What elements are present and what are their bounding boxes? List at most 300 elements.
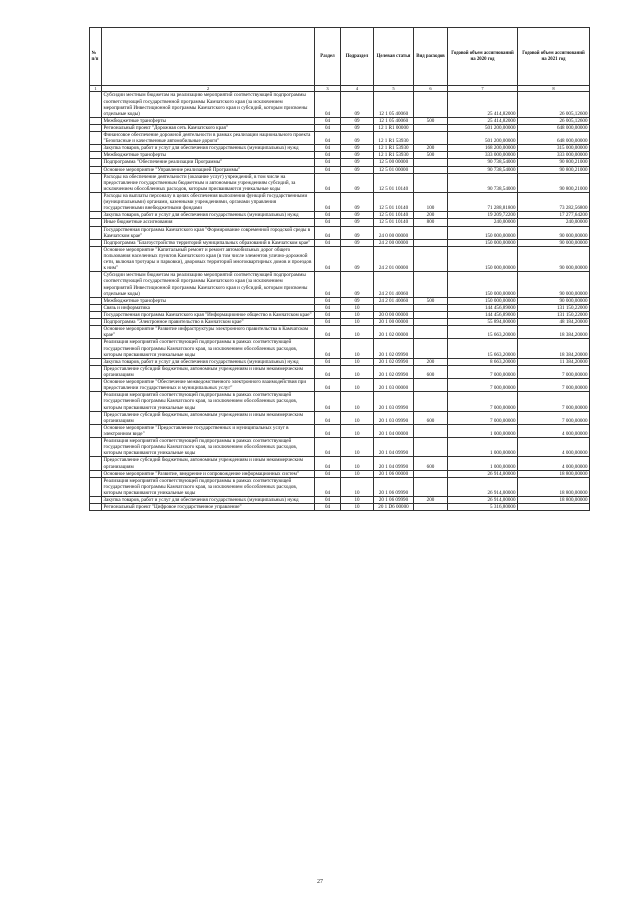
row-expense-type [414, 438, 448, 457]
header-name [102, 28, 315, 86]
row-target-article: 12 1 05 40060 [374, 92, 414, 117]
row-number [90, 470, 102, 477]
row-expense-type [414, 173, 448, 192]
row-amount-2021: 90 800,21000 [518, 173, 590, 192]
row-number [90, 219, 102, 226]
row-subsection: 09 [341, 173, 374, 192]
row-name: Подпрограмма "Обеспечение реализации Программы" [102, 159, 315, 166]
row-amount-2020: 7 000,00000 [448, 365, 518, 378]
row-section: 04 [315, 166, 341, 173]
row-name: Субсидии местным бюджетам на реализацию мероприятий соответствующей подпрограммы соответствующей государственной программы Камчатского края (за исключением мероприятий Инвестиционной программы Камчатского края и субсидий, которым присвоены отдельные коды) [102, 272, 315, 297]
row-amount-2021 [518, 504, 590, 511]
row-expense-type: 600 [414, 457, 448, 470]
row-subsection: 09 [341, 272, 374, 297]
row-amount-2020: 333 000,00000 [448, 152, 518, 159]
row-subsection: 10 [341, 358, 374, 365]
row-section: 04 [315, 379, 341, 392]
row-expense-type [414, 92, 448, 117]
column-number: 6 [414, 86, 448, 92]
page-number: 27 [317, 879, 323, 885]
row-expense-type: 200 [414, 145, 448, 152]
table-row [90, 477, 590, 496]
row-name: Подпрограмма "Электронное правительство в Камчатском крае" [102, 319, 315, 326]
table-row [90, 358, 590, 365]
row-amount-2021: 315 000,00000 [518, 145, 590, 152]
row-amount-2020: 150 000,00000 [448, 239, 518, 246]
table-row [90, 92, 590, 117]
row-number [90, 319, 102, 326]
row-subsection: 09 [341, 145, 374, 152]
row-number [90, 326, 102, 339]
row-amount-2020: 26 914,00000 [448, 497, 518, 504]
table-body [90, 92, 590, 511]
row-section: 04 [315, 438, 341, 457]
row-amount-2020: 71 288,81800 [448, 193, 518, 212]
row-number [90, 504, 102, 511]
row-amount-2021: 7 000,00000 [518, 392, 590, 411]
row-section: 04 [315, 239, 341, 246]
row-amount-2020: 25 414,82000 [448, 92, 518, 117]
row-amount-2021: 90 000,00000 [518, 297, 590, 304]
row-number [90, 212, 102, 219]
row-name: Подпрограмма "Благоустройство территорий муниципальных образований в Камчатском крае" [102, 239, 315, 246]
table-row [90, 124, 590, 131]
column-number: 2 [102, 86, 315, 92]
row-name: Иные бюджетные ассигнования [102, 219, 315, 226]
table-row [90, 339, 590, 358]
row-expense-type [414, 272, 448, 297]
row-amount-2021: 18 800,00000 [518, 497, 590, 504]
row-expense-type [414, 312, 448, 319]
row-name: Региональный проект "Дорожная сеть Камчатского края" [102, 124, 315, 131]
row-name: Расходы на выплаты персоналу в целях обеспечения выполнения функций государственными (муниципальными) органами, казенными учреждениями, органами управления государственными внебюджетными фондами [102, 193, 315, 212]
row-amount-2020: 15 663,20000 [448, 339, 518, 358]
row-section: 04 [315, 132, 341, 145]
row-amount-2021: 48 184,20000 [518, 319, 590, 326]
row-amount-2020: 26 914,00000 [448, 470, 518, 477]
table-row [90, 365, 590, 378]
table-row [90, 166, 590, 173]
row-expense-type: 200 [414, 212, 448, 219]
row-amount-2020: 501 200,00000 [448, 132, 518, 145]
row-expense-type [414, 246, 448, 271]
row-name: Закупка товаров, работ и услуг для обеспечения государственных (муниципальных) нужд [102, 497, 315, 504]
row-target-article: 20 1 04 09990 [374, 438, 414, 457]
row-target-article: 24 2 01 00000 [374, 246, 414, 271]
row-number [90, 438, 102, 457]
row-expense-type [414, 339, 448, 358]
table-row [90, 145, 590, 152]
row-section: 04 [315, 392, 341, 411]
row-name: Межбюджетные трансферты [102, 152, 315, 159]
row-amount-2020: 25 414,82000 [448, 117, 518, 124]
row-amount-2020: 26 914,00000 [448, 477, 518, 496]
header-expense-type: Вид расходов [414, 28, 448, 86]
row-expense-type: 100 [414, 193, 448, 212]
row-number [90, 159, 102, 166]
row-number [90, 239, 102, 246]
row-section: 04 [315, 226, 341, 239]
row-name: Финансовое обеспечение дорожной деятельности в рамках реализации национального проекта "Безопасные и качественные автомобильные дороги" [102, 132, 315, 145]
row-expense-type [414, 504, 448, 511]
row-expense-type [414, 226, 448, 239]
row-target-article: 24 0 00 00000 [374, 226, 414, 239]
row-name: Основное мероприятие "Развитие инфраструктуры электронного правительства в Камчатском крае" [102, 326, 315, 339]
column-number: 1 [90, 86, 102, 92]
row-subsection: 10 [341, 411, 374, 424]
row-expense-type [414, 239, 448, 246]
row-subsection: 10 [341, 457, 374, 470]
row-amount-2021: 333 000,00000 [518, 152, 590, 159]
row-subsection: 09 [341, 92, 374, 117]
row-number [90, 358, 102, 365]
row-name: Предоставление субсидий бюджетным, автономным учреждениям и иным некоммерческим организациям [102, 411, 315, 424]
row-name: Закупка товаров, работ и услуг для обеспечения государственных (муниципальных) нужд [102, 358, 315, 365]
row-section: 04 [315, 312, 341, 319]
row-amount-2020: 501 200,00000 [448, 124, 518, 131]
row-amount-2021: 7 000,00000 [518, 379, 590, 392]
row-expense-type: 200 [414, 497, 448, 504]
row-name: Реализация мероприятий соответствующей подпрограммы в рамках соответствующей государственной программы Камчатского края, за исключением обособленных расходов, которым присваиваются уникальные коды [102, 438, 315, 457]
row-amount-2021: 18 800,00000 [518, 470, 590, 477]
row-target-article: 20 1 00 00000 [374, 319, 414, 326]
row-target-article: 20 1 03 09990 [374, 411, 414, 424]
row-amount-2021: 18 384,20000 [518, 326, 590, 339]
row-expense-type [414, 132, 448, 145]
row-target-article: 12 5 01 10140 [374, 193, 414, 212]
row-section: 04 [315, 212, 341, 219]
row-name: Реализация мероприятий соответствующей подпрограммы в рамках соответствующей государственной программы Камчатского края, за исключением обособленных расходов, которым присваиваются уникальные коды [102, 339, 315, 358]
row-amount-2020: 150 000,00000 [448, 272, 518, 297]
row-expense-type [414, 392, 448, 411]
row-subsection: 09 [341, 159, 374, 166]
row-amount-2021: 240,00000 [518, 219, 590, 226]
row-expense-type [414, 319, 448, 326]
row-number [90, 124, 102, 131]
row-name: Реализация мероприятий соответствующей подпрограммы в рамках соответствующей государственной программы Камчатского края, за исключением обособленных расходов, которым присваиваются уникальные коды [102, 477, 315, 496]
row-target-article: 20 1 03 00000 [374, 379, 414, 392]
row-name: Региональный проект "Цифровое государственное управление" [102, 504, 315, 511]
row-amount-2021: 90 800,21000 [518, 159, 590, 166]
row-subsection: 09 [341, 152, 374, 159]
row-target-article: 20 1 06 09990 [374, 497, 414, 504]
row-section: 04 [315, 326, 341, 339]
row-number [90, 152, 102, 159]
table-row [90, 438, 590, 457]
row-section: 04 [315, 159, 341, 166]
row-name: Закупка товаров, работ и услуг для обеспечения государственных (муниципальных) нужд [102, 212, 315, 219]
row-amount-2020: 90 738,54000 [448, 166, 518, 173]
row-target-article: 12 5 01 10140 [374, 219, 414, 226]
row-number [90, 457, 102, 470]
row-amount-2020: 150 000,00000 [448, 297, 518, 304]
row-amount-2020: 19 209,72200 [448, 212, 518, 219]
row-target-article: 12 5 01 00000 [374, 166, 414, 173]
table-row [90, 424, 590, 437]
row-target-article: 24 2 01 40060 [374, 297, 414, 304]
row-name: Основное мероприятие "Развитие, внедрение и сопровождение информационных систем" [102, 470, 315, 477]
row-expense-type [414, 166, 448, 173]
row-name: Субсидии местным бюджетам на реализацию мероприятий соответствующей подпрограммы соответствующей государственной программы Камчатского края (за исключением мероприятий Инвестиционной программы Камчатского края и субсидий, которым присвоены отдельные коды) [102, 92, 315, 117]
row-amount-2020: 1 000,00000 [448, 457, 518, 470]
table-row [90, 272, 590, 297]
table-row [90, 470, 590, 477]
row-subsection: 10 [341, 326, 374, 339]
row-expense-type: 600 [414, 365, 448, 378]
row-expense-type: 500 [414, 297, 448, 304]
row-section: 04 [315, 504, 341, 511]
row-target-article: 12 5 01 10140 [374, 173, 414, 192]
table-row [90, 312, 590, 319]
row-name: Межбюджетные трансферты [102, 297, 315, 304]
row-subsection: 09 [341, 193, 374, 212]
row-expense-type [414, 124, 448, 131]
row-target-article: 20 1 02 09990 [374, 339, 414, 358]
column-number: 5 [374, 86, 414, 92]
row-subsection: 09 [341, 166, 374, 173]
row-amount-2020: 1 000,00000 [448, 424, 518, 437]
row-number [90, 297, 102, 304]
header-2020: Годовой объем ассигнований на 2020 год [448, 28, 518, 86]
row-number [90, 392, 102, 411]
row-amount-2021: 7 000,00000 [518, 411, 590, 424]
row-name: Связь и информатика [102, 304, 315, 311]
row-expense-type: 500 [414, 117, 448, 124]
row-subsection: 09 [341, 239, 374, 246]
row-name: Основное мероприятие "Предоставление государственных и муниципальных услуг в электронном виде" [102, 424, 315, 437]
table-row [90, 379, 590, 392]
row-expense-type: 600 [414, 411, 448, 424]
row-number [90, 166, 102, 173]
row-amount-2021: 90 800,21000 [518, 166, 590, 173]
row-amount-2021: 17 277,64200 [518, 212, 590, 219]
table-row [90, 226, 590, 239]
row-number [90, 312, 102, 319]
row-target-article: 20 1 02 09990 [374, 358, 414, 365]
row-name: Основное мероприятие "Капитальный ремонт и ремонт автомобильных дорог общего пользования населенных пунктов Камчатского края (в том числе элементов улично-дорожной сети, включая тротуары и парковки), дворовых территорий многоквартирных домов и проездов к ним" [102, 246, 315, 271]
row-name: Государственная программа Камчатского края "Информационное общество в Камчатском крае" [102, 312, 315, 319]
row-amount-2020: 55 894,00000 [448, 319, 518, 326]
row-subsection: 09 [341, 297, 374, 304]
row-expense-type: 500 [414, 152, 448, 159]
row-name: Расходы на обеспечение деятельности (оказание услуг) учреждений, в том числе на предоставление государственным бюджетным и автономным учреждениям субсидий, за исключением обособленных расходов, которым присваиваются уникальные коды [102, 173, 315, 192]
budget-table [89, 27, 590, 511]
table-header-row [90, 28, 590, 86]
row-section: 04 [315, 145, 341, 152]
row-subsection: 09 [341, 226, 374, 239]
header-2021: Годовой объем ассигнований на 2021 год [518, 28, 590, 86]
row-subsection: 10 [341, 319, 374, 326]
row-target-article: 12 1 05 40060 [374, 117, 414, 124]
row-subsection: 10 [341, 379, 374, 392]
table-row [90, 219, 590, 226]
row-amount-2020: 5 316,80000 [448, 504, 518, 511]
row-subsection: 10 [341, 365, 374, 378]
row-section: 04 [315, 297, 341, 304]
row-expense-type [414, 424, 448, 437]
row-subsection: 10 [341, 312, 374, 319]
row-subsection: 09 [341, 246, 374, 271]
row-section: 04 [315, 424, 341, 437]
table-row [90, 173, 590, 192]
row-subsection: 10 [341, 504, 374, 511]
row-number [90, 272, 102, 297]
row-amount-2020: 8 663,20000 [448, 358, 518, 365]
row-section: 04 [315, 117, 341, 124]
row-amount-2021: 131 150,22000 [518, 312, 590, 319]
row-expense-type: 800 [414, 219, 448, 226]
table-row [90, 152, 590, 159]
row-amount-2021: 7 000,00000 [518, 365, 590, 378]
row-number [90, 132, 102, 145]
row-amount-2020: 150 000,00000 [448, 246, 518, 271]
header-section: Раздел [315, 28, 341, 86]
row-amount-2020: 90 738,54000 [448, 159, 518, 166]
row-subsection: 10 [341, 438, 374, 457]
row-amount-2020: 7 000,00000 [448, 379, 518, 392]
row-subsection: 09 [341, 219, 374, 226]
header-subsection: Подраздел [341, 28, 374, 86]
row-subsection: 09 [341, 132, 374, 145]
row-target-article: 20 1 04 00000 [374, 424, 414, 437]
row-target-article: 12 1 R1 53930 [374, 132, 414, 145]
column-number: 4 [341, 86, 374, 92]
row-target-article: 20 1 03 09990 [374, 392, 414, 411]
row-target-article: 20 1 04 09990 [374, 457, 414, 470]
row-name: Предоставление субсидий бюджетным, автономным учреждениям и иным некоммерческим организациям [102, 457, 315, 470]
row-name: Основное мероприятие "Обеспечение межведомственного электронного взаимодействия при предоставлении государственных и муниципальных услуг" [102, 379, 315, 392]
table-row [90, 497, 590, 504]
row-amount-2020: 7 000,00000 [448, 392, 518, 411]
row-amount-2021: 4 000,00000 [518, 438, 590, 457]
row-number [90, 304, 102, 311]
row-target-article: 24 2 01 40060 [374, 272, 414, 297]
row-expense-type: 200 [414, 358, 448, 365]
row-section: 04 [315, 457, 341, 470]
row-amount-2021: 90 000,00000 [518, 226, 590, 239]
row-amount-2021: 18 800,00000 [518, 477, 590, 496]
row-section: 04 [315, 193, 341, 212]
row-amount-2020: 15 663,20000 [448, 326, 518, 339]
row-amount-2021: 4 000,00000 [518, 457, 590, 470]
row-target-article: 20 1 02 00000 [374, 326, 414, 339]
row-amount-2021: 90 000,00000 [518, 246, 590, 271]
table-row [90, 212, 590, 219]
row-amount-2020: 1 000,00000 [448, 438, 518, 457]
row-subsection: 10 [341, 470, 374, 477]
row-amount-2021: 131 150,22000 [518, 304, 590, 311]
row-section: 04 [315, 173, 341, 192]
row-name: Государственная программа Камчатского края "Формирование современной городской среды в Камчатском крае" [102, 226, 315, 239]
row-number [90, 477, 102, 496]
row-subsection: 10 [341, 497, 374, 504]
row-section: 04 [315, 365, 341, 378]
row-expense-type [414, 470, 448, 477]
row-section: 04 [315, 358, 341, 365]
row-section: 04 [315, 339, 341, 358]
row-amount-2021: 90 000,00000 [518, 239, 590, 246]
row-subsection: 09 [341, 117, 374, 124]
table-row [90, 319, 590, 326]
row-name: Предоставление субсидий бюджетным, автономным учреждениям и иным некоммерческим организациям [102, 365, 315, 378]
row-target-article: 12 1 R1 53930 [374, 145, 414, 152]
table-row [90, 159, 590, 166]
column-number: 3 [315, 86, 341, 92]
row-target-article: 20 1 02 09990 [374, 365, 414, 378]
row-amount-2020: 240,00000 [448, 219, 518, 226]
row-amount-2021: 648 000,00000 [518, 124, 590, 131]
row-amount-2021: 18 384,20000 [518, 339, 590, 358]
row-name: Основное мероприятие "Управление реализацией Программы" [102, 166, 315, 173]
row-name: Реализация мероприятий соответствующей подпрограммы в рамках соответствующей государственной программы Камчатского края, за исключением обособленных расходов, которым присваиваются уникальные коды [102, 392, 315, 411]
row-expense-type [414, 159, 448, 166]
row-section: 04 [315, 304, 341, 311]
table-row [90, 504, 590, 511]
row-number [90, 145, 102, 152]
table-row [90, 392, 590, 411]
row-name: Закупка товаров, работ и услуг для обеспечения государственных (муниципальных) нужд [102, 145, 315, 152]
row-amount-2021: 11 384,20000 [518, 358, 590, 365]
row-target-article: 20 1 D6 00000 [374, 504, 414, 511]
row-amount-2021: 73 282,56800 [518, 193, 590, 212]
row-subsection: 10 [341, 392, 374, 411]
row-target-article: 12 1 R1 00000 [374, 124, 414, 131]
column-number: 8 [518, 86, 590, 92]
table-row [90, 117, 590, 124]
row-amount-2021: 26 005,12600 [518, 92, 590, 117]
row-target-article: 24 2 00 00000 [374, 239, 414, 246]
row-amount-2021: 90 000,00000 [518, 272, 590, 297]
row-target-article: 12 5 01 10140 [374, 212, 414, 219]
row-section: 04 [315, 411, 341, 424]
row-section: 04 [315, 92, 341, 117]
row-target-article: 12 5 00 00000 [374, 159, 414, 166]
row-target-article [374, 304, 414, 311]
row-section: 04 [315, 219, 341, 226]
table-row [90, 457, 590, 470]
row-section: 04 [315, 152, 341, 159]
row-subsection: 10 [341, 304, 374, 311]
row-number [90, 365, 102, 378]
row-section: 04 [315, 124, 341, 131]
column-number: 7 [448, 86, 518, 92]
row-amount-2021: 26 005,12600 [518, 117, 590, 124]
row-subsection: 09 [341, 124, 374, 131]
header-target-article: Целевая статья [374, 28, 414, 86]
row-subsection: 09 [341, 212, 374, 219]
row-amount-2020: 7 000,00000 [448, 411, 518, 424]
row-amount-2021: 648 000,00000 [518, 132, 590, 145]
row-section: 04 [315, 497, 341, 504]
row-number [90, 339, 102, 358]
table-row [90, 326, 590, 339]
row-amount-2020: 150 000,00000 [448, 226, 518, 239]
row-amount-2021: 4 000,00000 [518, 424, 590, 437]
row-number [90, 246, 102, 271]
row-subsection: 10 [341, 339, 374, 358]
row-section: 04 [315, 319, 341, 326]
table-row [90, 304, 590, 311]
row-target-article: 12 1 R1 53930 [374, 152, 414, 159]
table-row [90, 246, 590, 271]
header-number: № п/п [90, 28, 102, 86]
row-target-article: 20 1 06 00000 [374, 470, 414, 477]
row-number [90, 497, 102, 504]
row-section: 04 [315, 246, 341, 271]
table-row [90, 411, 590, 424]
row-expense-type [414, 379, 448, 392]
row-number [90, 424, 102, 437]
